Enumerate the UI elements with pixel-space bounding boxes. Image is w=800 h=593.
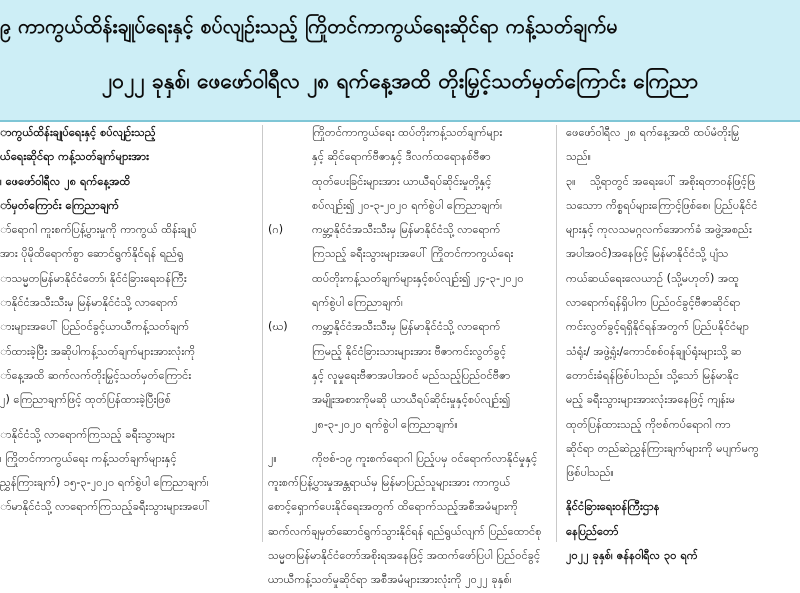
column-3 — [566, 121, 800, 563]
body-line: မည့် ခရီးသွားများအားလုံးအနေဖြင့် ကျန်းမ — [566, 393, 736, 407]
body-line: နှင့် လူမှုရေးဗီဇာအပါအဝင် မည်သည့်ပြည်ဝင်ဗီဇာ — [312, 368, 511, 382]
body-line: ကမ္ဘာ့နိုင်ငံအသီးသီးမှ မြန်မာနိုင်ငံသို့ လာရောက် — [312, 320, 501, 334]
body-line: အား ပိုမိုထိရောက်စွာ ဆောင်ရွက်နိုင်ရန် ရည်ရွ — [0, 247, 184, 261]
body-line: လာရောက်ရန်ရှိပါက ပြည်ဝင်ခွင့်ဗီဇာဆိုင်ရာ — [566, 296, 741, 310]
subheading-line: ာ်မှတ်ကြောင်း ကြေညာချက် — [0, 198, 120, 212]
body-line: ယာယီကန့်သတ်မှုဆိုင်ရာ အစီအမံများအားလုံးကို ၂၀၂၂ ခုနှစ်၊ — [268, 573, 512, 587]
body-line: သမ္မတမြန်မာနိုင်ငံတော်အစိုးရအနေဖြင့် အထက်ဖော်ပြပါ ပြည်ဝင်ခွင့် — [268, 549, 541, 563]
body-line: ကြသည့် ခရီးသွားများအပေါ် ကြိုတင်ကာကွယ်ရေး — [312, 247, 514, 261]
body-line: ကမ္ဘာ့နိုင်ငံအသီးသီးမှ မြန်မာနိုင်ငံသို့ လာရောက် — [312, 223, 501, 237]
paragraph-gap — [0, 413, 262, 423]
body-line: ကယ်ဆယ်ရေးလေယာဉ် (သို့မဟုတ်) အထူ — [566, 271, 740, 285]
body-line: ဖြစ်ပါသည်။ — [566, 466, 614, 480]
body-line: သံရုံး/ အဖွဲ့ရုံး/ကောင်စစ်ဝန်ချုပ်ရုံးများသို့ ဆ — [566, 344, 742, 358]
body-line: ထပ်တိုးကန့်သတ်ချက်များနှင့်စပ်လျဉ်း၍ ၂၄-၃-၂၀၂၀ — [312, 271, 524, 285]
body-line: စောင့်ရှောက်ပေးနိုင်ရေးအတွက် ထိရောက်သည့်အစီအမံများကို — [268, 500, 518, 514]
column-divider — [262, 125, 263, 542]
headline-line-2: ၂၀၂၂ ခုနှစ်၊ ဖေဖော်ဝါရီလ ၂၈ ရက်နေ့အထိ တိုးမြှင့်သတ်မှတ်ကြောင်း ကြေညာ — [101, 69, 699, 93]
body-line: ရက်စွဲပါ ကြေညာချက်၊ — [312, 296, 403, 310]
subheading-line: ယ်ရေးဆိုင်ရာ ကန့်သတ်ချက်များအား — [0, 150, 149, 164]
body-line: သသောာ ကိစ္စရပ်များကြောင့်ဖြစ်စေ၊ ပြည်ပနိုင်ငံ — [566, 198, 758, 212]
item-marker: (ဂ) — [268, 223, 284, 237]
body-line: အပါအဝင်)အနေဖြင့် မြန်မာနိုင်ငံသို့ ပျံသ — [566, 247, 729, 261]
paragraph-3 — [566, 170, 800, 194]
body-line: ညွှန်ကြားချက်) ၁၅-၃-၂၀၂၀ ရက်စွဲပါ ကြေညာချက်၊ — [0, 476, 209, 490]
list-item-g — [268, 218, 556, 242]
body-line: ာနိုင်ငံသို့ လာရောက်ကြသည့် ခရီးသွားများ — [0, 427, 175, 441]
signature-place: နေပြည်တော် — [566, 524, 619, 538]
body-line: တောင်းခံရန်ဖြစ်ပါသည်။ သို့သော် မြန်မာနိုင — [566, 368, 740, 382]
body-line: ၂) ကြေညာချက်ဖြင့် ထုတ်ပြန်ထားခဲ့ပြီးဖြစ် — [0, 393, 171, 407]
subheading-line: ၊ ဖေဖော်ဝါရီလ ၂၈ ရက်နေ့အထိ — [0, 174, 131, 188]
paragraph-gap — [268, 437, 556, 447]
body-line: ၊ ကြိုတင်ကာကွယ်ရေး ကန့်သတ်ချက်များနှင့် — [0, 451, 177, 465]
body-line: ဖေဖော်ဝါရီလ ၂၈ ရက်နေ့အထိ ထပ်မံတိုးမြှ — [566, 126, 740, 139]
body-line: ာနိုင်ငံအသီးသီးမှ မြန်မာနိုင်ငံသို့ လာရောက် — [0, 296, 179, 310]
paragraph-2 — [268, 447, 556, 471]
body-line: ာ်ထားခဲ့ပြီး အဆိုပါကန့်သတ်ချက်များအားလုံးကို — [0, 344, 196, 358]
body-line: သည်။ — [566, 150, 592, 164]
headline-line-1: ၉ ကာကွယ်ထိန်းချုပ်ရေးနှင့် စပ်လျဉ်းသည့် ကြိုတင်ကာကွယ်ရေးဆိုင်ရာ ကန့်သတ်ချက်မ — [0, 15, 618, 38]
item-marker: (ဃ) — [268, 320, 288, 334]
body-line: ကိုဗစ်-၁၉ ကူးစက်ရောဂါ ပြည့်ပမှ ဝင်ရောက်လာနိုင်မှုနှင့် — [312, 451, 538, 465]
body-line: ာ်နေ့အထိ ဆက်လက်တိုးမြှင့်သတ်မှတ်ကြောင်း — [0, 368, 192, 382]
column-1 — [0, 121, 262, 550]
body-line: ကင်းလွတ်ခွင့်ရရှိနိုင်ရန်အတွက် ပြည်ပနိုင်ငံမျာ — [566, 320, 749, 334]
signature-date: ၂၀၂၂ ခုနှစ်၊ ဇန်နဝါရီလ ၃၀ ရက် — [566, 549, 698, 563]
body-line: ဆက်လက်ချမှတ်ဆောင်ရွက်သွားနိုင်ရန် ရည်ရွယ်လျက် ပြည်ထောင်စု — [268, 524, 542, 538]
announcement-header — [0, 0, 800, 122]
paragraph-number: ၃။ — [566, 174, 576, 188]
body-line: အမျိုးအစားကိုမဆို ယာယီရပ်ဆိုင်းမှုနှင့်စပ်လျဉ်း၍ — [312, 393, 511, 407]
body-line: ာသမ္မတမြန်မာနိုင်ငံတော်၊ နိုင်ငံခြားရေးဝန်ကြီး — [0, 271, 187, 285]
body-line: ကြိုတင်ကာကွယ်ရေး ထပ်တိုးကန့်သတ်ချက်များ — [312, 126, 503, 139]
list-item-gh — [268, 315, 556, 339]
body-line: ထုတ်ပြန်ထားသည့် ကိုဗစ်ကပ်ရောဂါ ကာ — [566, 417, 731, 431]
body-line: ကူးစက်ပြန့်ပွားမှုအန္တရာယ်မှ မြန်မာပြည်သူများအား ကာကွယ် — [268, 476, 511, 490]
signature-ministry: နိုင်ငံခြားရေးဝန်ကြီးဌာန — [566, 500, 660, 514]
body-line: ာ်ရောဂါ ကူးစက်ပြန့်ပွားမှုကို ကာကွယ် ထိန်းချုပ် — [0, 223, 197, 237]
body-line: ထုတ်ပေးခြင်းများအား ယာယီရပ်ဆိုင်းမှုတို့နှင့် — [312, 174, 492, 188]
paragraph-gap — [566, 485, 800, 495]
body-line: များနှင့် ကုလသမဂ္ဂလက်အောက်ခံ အဖွဲ့အစည်း — [566, 223, 752, 237]
body-line: ာ်မာနိုင်ငံသို့ လာရောက်ကြသည့်ခရီးသွားများအပေါ် — [0, 500, 210, 514]
body-line: နှင့် ဆိုင်ရောက်ဗီဇာနှင့် ဒီလက်ထရောနစ်ဗီဇာ — [312, 150, 491, 164]
body-line: သို့ရာတွင် အရေးပေါ် အစိုးရတာဝန်ဖြင့်ဖြ — [589, 174, 756, 188]
subheading-line: ာကွယ်ထိန်းချုပ်ရေးနှင့် စပ်လျဉ်းသည့် — [0, 126, 156, 139]
article-body — [0, 121, 800, 587]
column-2 — [268, 121, 556, 587]
body-line: ားများအပေါ် ပြည်ဝင်ခွင့်ယာယီကန့်သတ်ချက် — [0, 320, 190, 334]
column-divider — [556, 125, 557, 542]
paragraph-number: ၂။ — [268, 451, 277, 465]
body-line: ဆိုင်ရာ တည်ဆဲညွှန်ကြားချက်များကို မပျက်မကွ — [566, 441, 759, 455]
body-line: စပ်လျဉ်း၍ ၂၀-၃-၂၀၂၀ ရက်စွဲပါ ကြေညာချက်၊ — [312, 198, 503, 212]
body-line: ကြမည့် နိုင်ငံခြားသားများအား ဗီဇာကင်းလွတ်ခွင့် — [312, 344, 507, 358]
body-line: ၂၈-၃-၂၀၂၀ ရက်စွဲပါ ကြေညာချက်။ — [312, 417, 458, 431]
